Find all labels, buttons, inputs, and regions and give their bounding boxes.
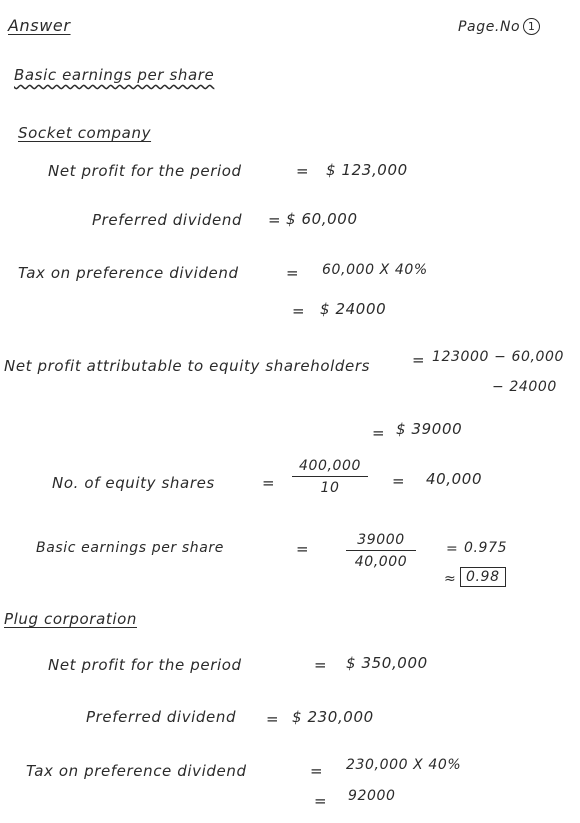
socket-shares-label: No. of equity shares xyxy=(52,474,215,492)
plug-pref-div-label: Preferred dividend xyxy=(86,708,237,726)
socket-net-profit-eq: = xyxy=(296,162,310,180)
socket-tax-result: $ 24000 xyxy=(320,300,387,318)
plug-tax-eq: = xyxy=(310,762,324,780)
plug-net-profit-value: $ 350,000 xyxy=(346,654,428,672)
socket-eps-approx: ≈ xyxy=(444,571,457,587)
socket-pref-div-label: Preferred dividend xyxy=(92,211,243,229)
plug-tax-eq2: = xyxy=(314,792,328,810)
socket-shares-eq: = xyxy=(262,474,276,492)
socket-tax-eq: = xyxy=(286,264,300,282)
socket-np-equity-eq2: = xyxy=(372,424,386,442)
socket-shares-denominator: 10 xyxy=(320,480,340,496)
socket-tax-label: Tax on preference dividend xyxy=(18,264,239,282)
plug-heading-text: Plug corporation xyxy=(4,610,137,628)
socket-net-profit-value: $ 123,000 xyxy=(326,161,408,179)
socket-np-equity-eq: = xyxy=(412,351,426,369)
plug-tax-result: 92000 xyxy=(348,788,396,804)
socket-heading: Socket company xyxy=(18,124,152,142)
plug-tax-label: Tax on preference dividend xyxy=(26,762,247,780)
socket-eps-eq: = xyxy=(296,540,310,558)
page-label: Page.No xyxy=(458,19,521,35)
socket-eps-rounded-box xyxy=(460,569,506,585)
plug-tax-calc: 230,000 X 40% xyxy=(346,757,462,773)
socket-eps-denominator: 40,000 xyxy=(354,554,408,570)
socket-shares-eq2: = xyxy=(392,472,406,490)
page-number-label xyxy=(458,18,540,35)
socket-pref-div-eq: = xyxy=(268,211,282,229)
socket-np-equity-label: Net profit attributable to equity shareholders xyxy=(4,357,371,375)
socket-shares-result: 40,000 xyxy=(426,470,483,488)
socket-np-equity-result: $ 39000 xyxy=(396,420,463,438)
socket-eps-label: Basic earnings per share xyxy=(36,540,224,556)
plug-pref-div-value: $ 230,000 xyxy=(292,708,374,726)
socket-tax-calc: 60,000 X 40% xyxy=(322,262,428,278)
socket-net-profit-label: Net profit for the period xyxy=(48,162,242,180)
socket-shares-fraction xyxy=(292,458,368,496)
socket-eps-numerator: 39000 xyxy=(346,532,416,551)
socket-pref-div-value: $ 60,000 xyxy=(286,210,358,228)
socket-np-equity-calc1: 123000 − 60,000 xyxy=(432,349,565,365)
plug-heading xyxy=(4,610,137,628)
page-number: 1 xyxy=(523,18,540,35)
socket-tax-eq2: = xyxy=(292,302,306,320)
socket-eps-rounded: 0.98 xyxy=(460,567,506,587)
plug-net-profit-label: Net profit for the period xyxy=(48,656,242,674)
plug-pref-div-eq: = xyxy=(266,710,280,728)
socket-eps-value: 0.975 xyxy=(464,540,508,556)
socket-np-equity-calc2: − 24000 xyxy=(492,379,557,395)
answer-heading: Answer xyxy=(8,16,71,35)
plug-net-profit-eq: = xyxy=(314,656,328,674)
socket-eps-fraction xyxy=(346,532,416,570)
socket-eps-eq2: = xyxy=(446,541,459,557)
socket-shares-numerator: 400,000 xyxy=(292,458,368,477)
section-title: Basic earnings per share xyxy=(14,66,215,84)
